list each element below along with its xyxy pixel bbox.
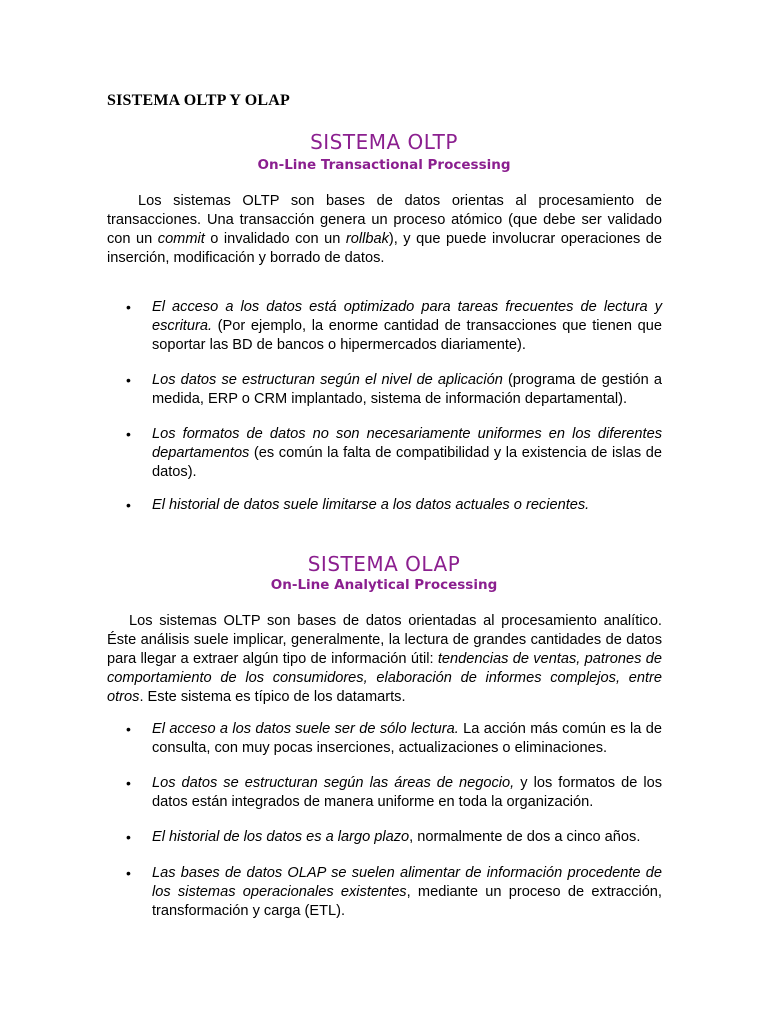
bullet-marker: • bbox=[126, 865, 131, 881]
olap-bullet-text bbox=[152, 865, 662, 919]
text-run: (Por ejemplo, la enorme cantidad de transacciones que tienen que soportar las BD de bancos o hipermercados diariamente). bbox=[152, 318, 662, 353]
italic-text-run: Las bases de datos OLAP se suelen alimentar de información procedente de los sistemas operacionales existentes bbox=[152, 865, 662, 900]
italic-text-run: tendencias de ventas, patrones de comportamiento de los consumidores, elaboración de informes complejos, entre otros bbox=[107, 651, 663, 705]
bullet-marker: • bbox=[126, 497, 131, 513]
oltp-bullet-text bbox=[152, 299, 662, 353]
olap-bullet-item bbox=[126, 774, 662, 812]
oltp-intro-paragraph bbox=[107, 192, 662, 268]
oltp-bullet-item bbox=[126, 425, 662, 482]
oltp-bullet-text bbox=[152, 426, 662, 480]
italic-text-run: Los datos se estructuran según las áreas de negocio, bbox=[152, 775, 515, 791]
text-run: (es común la falta de compatibilidad y la existencia de islas de datos). bbox=[152, 445, 662, 480]
text-run: ), y que puede involucrar operaciones de inserción, modificación y borrado de datos. bbox=[107, 231, 663, 266]
oltp-bullet-item bbox=[126, 371, 663, 409]
text-run: La acción más común es la de consulta, con muy pocas inserciones, actualizaciones o eliminaciones. bbox=[152, 721, 662, 756]
text-run: o invalidado con un bbox=[204, 231, 346, 247]
text-run: , normalmente de dos a cinco años. bbox=[409, 829, 641, 845]
text-run: Los sistemas OLTP son bases de datos orientadas al procesamiento analítico. Éste análisis suele implicar, generalmente, la lectura de grandes cantidades de datos para llegar a extraer algún tipo de información útil: bbox=[107, 613, 662, 667]
italic-text-run: El historial de los datos es a largo plazo bbox=[152, 829, 410, 845]
olap-bullet-item bbox=[126, 864, 662, 921]
bullet-marker: • bbox=[126, 829, 131, 845]
oltp-heading: SISTEMA OLTP bbox=[310, 130, 458, 154]
italic-text-run: El acceso a los datos está optimizado para tareas frecuentes de lectura y escritura. bbox=[152, 299, 662, 334]
document-title: SISTEMA OLTP Y OLAP bbox=[107, 92, 290, 109]
oltp-bullet-text bbox=[152, 497, 589, 513]
oltp-bullet-item bbox=[126, 298, 662, 355]
olap-bullet-item bbox=[126, 828, 662, 847]
olap-bullet-text bbox=[152, 721, 662, 756]
text-run: . Este sistema es típico de los datamarts. bbox=[139, 689, 406, 705]
italic-text-run: Los formatos de datos no son necesariamente uniformes en los diferentes departamentos bbox=[152, 426, 662, 461]
oltp-bullet-item bbox=[126, 496, 662, 515]
text-run: Los sistemas OLTP son bases de datos orientas al procesamiento de transacciones. Una transacción genera un proceso atómico (que debe ser validado con un bbox=[107, 193, 662, 247]
italic-text-run: El historial de datos suele limitarse a los datos actuales o recientes. bbox=[152, 497, 590, 513]
italic-text-run: El acceso a los datos suele ser de sólo lectura. bbox=[152, 721, 459, 737]
olap-heading: SISTEMA OLAP bbox=[307, 552, 461, 576]
text-run: , mediante un proceso de extracción, transformación y carga (ETL). bbox=[152, 884, 662, 919]
bullet-marker: • bbox=[126, 426, 131, 442]
olap-intro-paragraph bbox=[107, 612, 662, 707]
bullet-marker: • bbox=[126, 721, 131, 737]
olap-subheading: On-Line Analytical Processing bbox=[270, 577, 498, 593]
olap-bullet-text bbox=[152, 775, 662, 810]
olap-bullet-item bbox=[126, 720, 662, 758]
text-run: (programa de gestión a medida, ERP o CRM implantado, sistema de información departamental). bbox=[152, 372, 663, 407]
oltp-subheading: On-Line Transactional Processing bbox=[257, 157, 511, 173]
italic-text-run: Los datos se estructuran según el nivel de aplicación bbox=[152, 372, 503, 388]
oltp-bullet-text bbox=[152, 372, 662, 407]
olap-bullet-text bbox=[152, 829, 640, 845]
bullet-marker: • bbox=[126, 299, 131, 315]
bullet-marker: • bbox=[126, 372, 131, 388]
italic-text-run: commit bbox=[157, 231, 205, 247]
text-run: y los formatos de los datos están integrados de manera uniforme en toda la organización. bbox=[152, 775, 662, 810]
bullet-marker: • bbox=[126, 775, 131, 791]
italic-text-run: rollbak bbox=[345, 231, 389, 247]
